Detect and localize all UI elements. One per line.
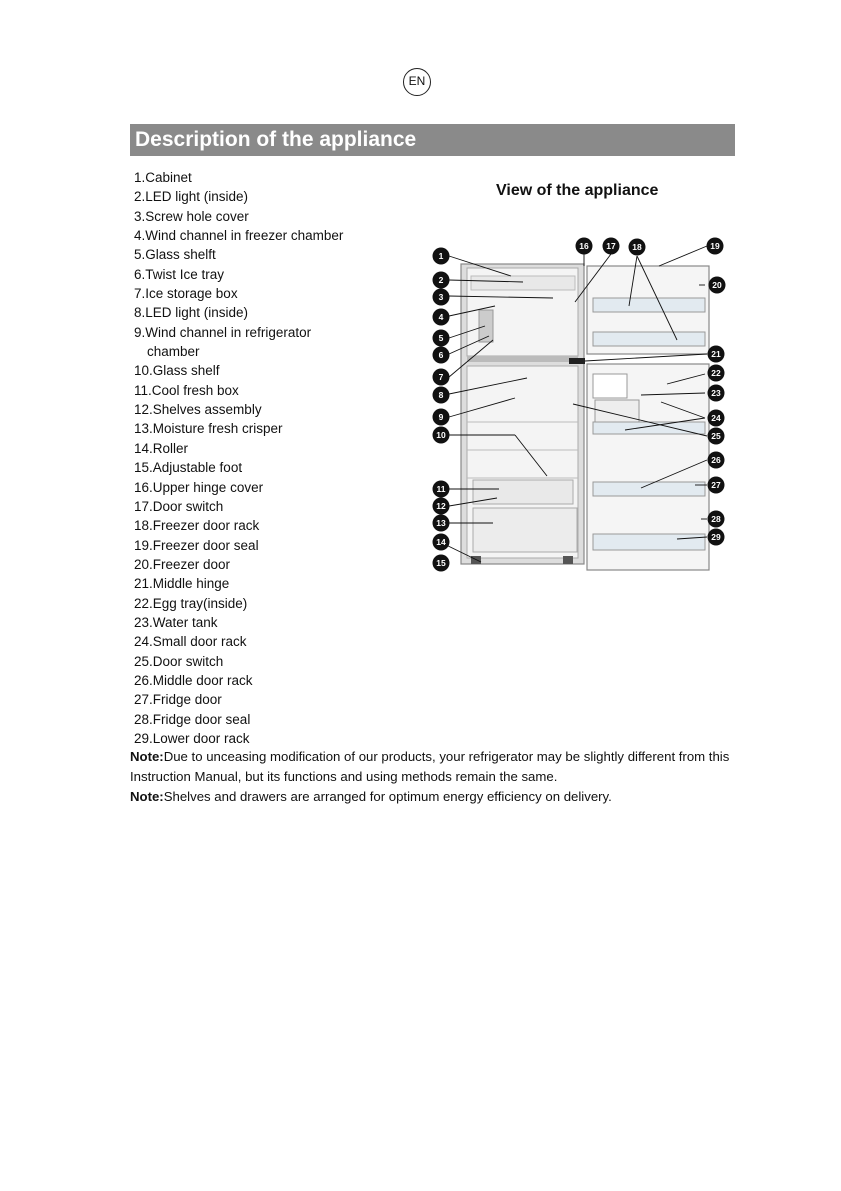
svg-text:20: 20 [712, 280, 722, 290]
parts-list-item: 22.Egg tray(inside) [134, 595, 248, 611]
parts-list-item: 29.Lower door rack [134, 730, 250, 746]
svg-text:17: 17 [606, 241, 616, 251]
parts-list-item: 27.Fridge door [134, 692, 222, 708]
callout-27 [708, 477, 725, 494]
svg-text:23: 23 [711, 388, 721, 398]
parts-list-item: 25.Door switch [134, 653, 224, 669]
language-badge: EN [403, 68, 431, 96]
parts-list-item: 13.Moisture fresh crisper [134, 421, 283, 437]
callout-29 [708, 529, 725, 546]
parts-list-item: 20.Freezer door [134, 556, 231, 572]
svg-text:7: 7 [438, 372, 444, 382]
callout-15 [433, 555, 450, 572]
parts-list-item: 10.Glass shelf [134, 363, 220, 379]
svg-text:11: 11 [436, 484, 446, 494]
parts-list-item: 17.Door switch [134, 498, 224, 514]
callout-7 [433, 369, 450, 386]
section-title: Description of the appliance [130, 124, 735, 156]
callout-16 [576, 238, 593, 255]
note-label: Note: [130, 749, 164, 764]
svg-text:16: 16 [579, 241, 589, 251]
parts-list-item: 11.Cool fresh box [134, 382, 239, 398]
svg-text:14: 14 [436, 537, 446, 547]
parts-list-item: 8.LED light (inside) [134, 305, 249, 321]
parts-list-item: 4.Wind channel in freezer chamber [134, 228, 344, 244]
parts-list-item-continuation: chamber [147, 344, 200, 360]
callout-5 [433, 330, 450, 347]
callout-14 [433, 534, 450, 551]
svg-text:9: 9 [438, 412, 444, 422]
doors-illustration [569, 266, 709, 570]
parts-list-item: 24.Small door rack [134, 634, 247, 650]
callout-26 [708, 452, 725, 469]
parts-list-item: 7.Ice storage box [134, 286, 238, 302]
svg-text:25: 25 [711, 431, 721, 441]
parts-list-item: 6.Twist Ice tray [134, 266, 225, 282]
callout-6 [433, 347, 450, 364]
parts-list-item: 19.Freezer door seal [134, 537, 259, 553]
callout-2 [433, 272, 450, 289]
callout-4 [433, 309, 450, 326]
parts-list-item: 12.Shelves assembly [134, 402, 262, 418]
view-title: View of the appliance [496, 182, 659, 199]
svg-text:29: 29 [711, 532, 721, 542]
svg-text:6: 6 [438, 350, 444, 360]
parts-list-item: 26.Middle door rack [134, 672, 253, 688]
note-1 [130, 747, 740, 787]
callout-18 [629, 239, 646, 256]
callout-20 [709, 277, 726, 294]
callout-8 [433, 387, 450, 404]
svg-text:5: 5 [438, 333, 444, 343]
callout-28 [708, 511, 725, 528]
svg-text:22: 22 [711, 368, 721, 378]
svg-text:2: 2 [438, 275, 444, 285]
svg-text:13: 13 [436, 518, 446, 528]
parts-list-item: 23.Water tank [134, 614, 218, 630]
parts-list-item: 14.Roller [134, 440, 189, 456]
callout-22 [708, 365, 725, 382]
note-2 [130, 787, 740, 807]
svg-text:8: 8 [438, 390, 444, 400]
svg-text:19: 19 [710, 241, 720, 251]
callout-3 [433, 289, 450, 306]
parts-list-item: 16.Upper hinge cover [134, 479, 264, 495]
svg-text:12: 12 [436, 501, 446, 511]
parts-list-item: 5.Glass shelft [134, 247, 216, 263]
callout-9 [433, 409, 450, 426]
callout-17 [603, 238, 620, 255]
svg-text:27: 27 [711, 480, 721, 490]
appliance-illustration [415, 232, 735, 572]
parts-list-item: 21.Middle hinge [134, 576, 230, 592]
callout-24 [708, 410, 725, 427]
svg-text:28: 28 [711, 514, 721, 524]
svg-text:10: 10 [436, 430, 446, 440]
svg-text:24: 24 [711, 413, 721, 423]
svg-text:1: 1 [438, 251, 444, 261]
svg-text:4: 4 [438, 312, 444, 322]
parts-list [134, 168, 343, 748]
svg-text:18: 18 [632, 242, 642, 252]
callout-11 [433, 481, 450, 498]
callout-1 [433, 248, 450, 265]
parts-list-item: 2.LED light (inside) [134, 189, 249, 205]
callout-12 [433, 498, 450, 515]
parts-list-item: 28.Fridge door seal [134, 711, 251, 727]
parts-list-item: 3.Screw hole cover [134, 208, 249, 224]
svg-text:21: 21 [711, 349, 721, 359]
notes [130, 747, 740, 807]
callout-21 [708, 346, 725, 363]
callout-10 [433, 427, 450, 444]
parts-list-item: 9.Wind channel in refrigerator [134, 324, 312, 340]
svg-text:15: 15 [436, 558, 446, 568]
note-text: Due to unceasing modification of our products, your refrigerator may be slightly different from this Instruction Manual, but its functions and using methods remain the same. [130, 749, 730, 784]
callout-19 [707, 238, 724, 255]
parts-list-item: 15.Adjustable foot [134, 460, 243, 476]
callout-23 [708, 385, 725, 402]
note-text: Shelves and drawers are arranged for optimum energy efficiency on delivery. [163, 789, 612, 804]
callout-25 [708, 428, 725, 445]
parts-list-item: 1.Cabinet [134, 170, 192, 185]
svg-text:3: 3 [438, 292, 444, 302]
parts-list-item: 18.Freezer door rack [134, 518, 260, 534]
svg-text:26: 26 [711, 455, 721, 465]
callout-13 [433, 515, 450, 532]
note-label: Note: [130, 789, 164, 804]
